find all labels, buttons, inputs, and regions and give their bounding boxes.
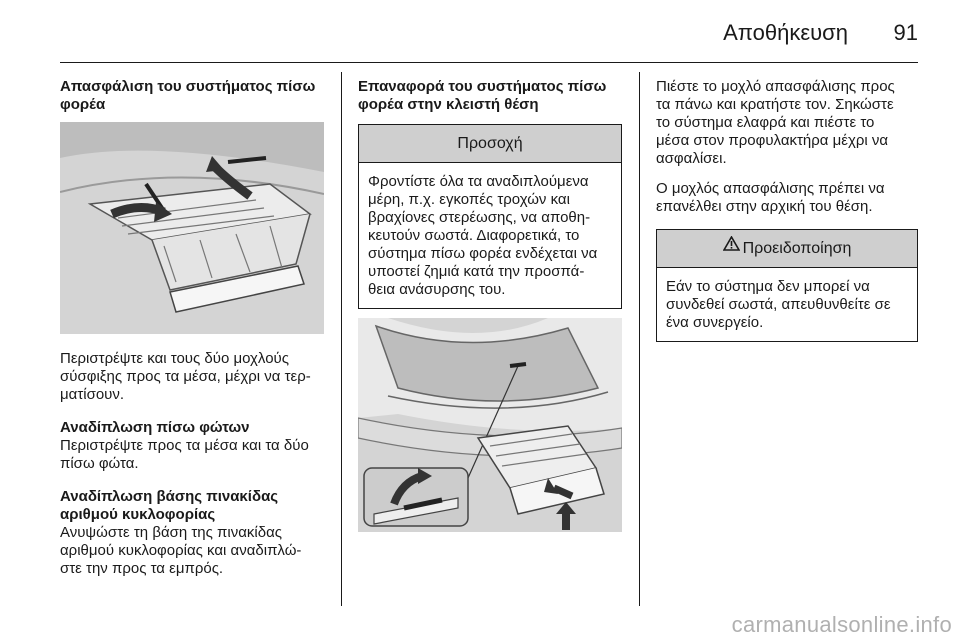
column-1 [60,78,324,114]
warning-box [656,229,918,342]
column-divider-1 [341,72,342,606]
warning-header [657,230,917,268]
page-title: Αποθήκευση [723,20,848,45]
paragraph-press-lever: Πιέστε το μοχλό απασφάλισης προς τα πάνω και κρατήστε τον. Σηκώστε το σύστημα ελαφρά και πιέστε το μέσα στον προφυλακτήρα μέχρι να ασφαλίσει. [656,78,895,167]
column-divider-2 [639,72,640,606]
column-2 [358,78,622,309]
paragraph-fold-lights: Περιστρέψτε προς τα μέσα και τα δύο πίσω φώτα. [60,437,309,472]
illustration-unlock-levers [60,122,324,334]
caution-text: Φροντίστε όλα τα αναδιπλούμενα μέρη, π.χ. εγκοπές τροχών και βραχίονες στερέωσης, να αποθη- κευτούν σωστά. Διαφορετικά, το σύστημα πίσω φορέα ενδέχεται να υποστεί ζημιά κατά την προσπά- θεια ανάσυρσης του. [368,173,598,298]
page-number: 91 [893,20,918,45]
section-heading-fold-plate: Αναδίπλωση βάσης πινακίδας αριθμού κυκλοφορίας [60,488,279,523]
paragraph-rotate-levers: Περιστρέψτε και τους δύο μοχλούς σύσφιξης προς τα μέσα, μέχρι να τερ- ματίσουν. [60,350,311,403]
column-3 [656,78,918,342]
warning-title: Προειδοποίηση [742,240,852,258]
watermark-url: carmanualsonline.info [731,612,952,637]
caution-title: Προσοχή [359,125,621,163]
header-divider [60,62,918,63]
page-header [0,0,960,62]
illustration-restore-carrier [358,318,622,532]
paragraph-lever-return: Ο μοχλός απασφάλισης πρέπει να επανέλθει στην αρχική του θέση. [656,180,885,215]
warning-text: Εάν το σύστημα δεν μπορεί να συνδεθεί σωστά, απευθυνθείτε σε ένα συνεργείο. [666,278,891,331]
section-heading-fold-lights: Αναδίπλωση πίσω φώτων [60,419,250,436]
section-heading-restore: Επαναφορά του συστήματος πίσω φορέα στην κλειστή θέση [358,78,607,113]
caution-box [358,124,622,309]
column-1-lower [60,350,324,578]
warning-triangle-icon [723,228,740,266]
paragraph-fold-plate: Ανυψώστε τη βάση της πινακίδας αριθμού κυκλοφορίας και αναδιπλώ- στε την προς τα εμπρός. [60,524,302,577]
section-heading-unlock: Απασφάλιση του συστήματος πίσω φορέα [60,78,316,113]
